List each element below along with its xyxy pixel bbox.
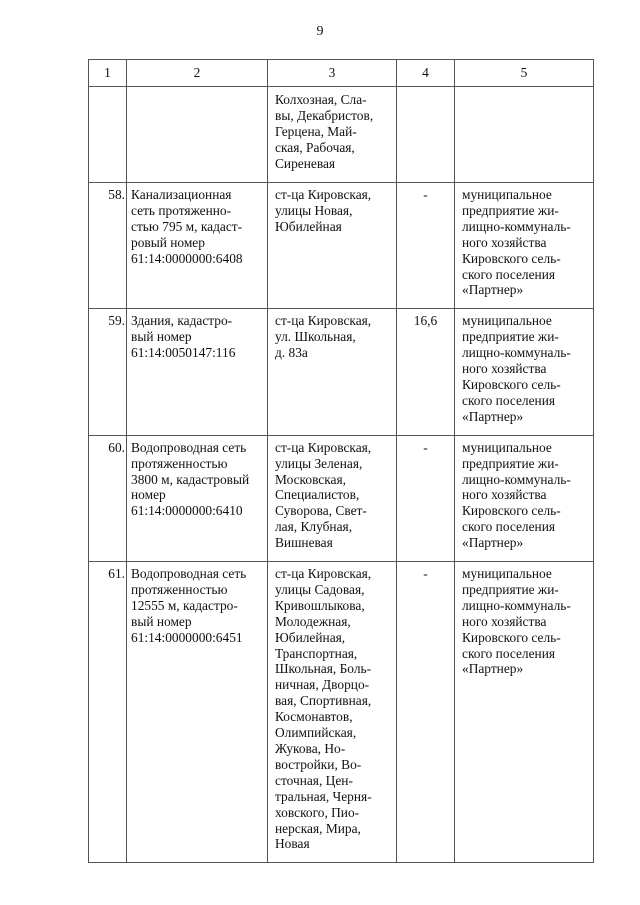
address-cell: ст-ца Кировская, ул. Школьная, д. 83а xyxy=(268,309,397,435)
area-cell xyxy=(397,87,455,183)
table-header-row xyxy=(89,60,594,87)
table-row xyxy=(89,562,594,863)
table-row xyxy=(89,183,594,309)
row-number-cell: 58. xyxy=(89,183,127,309)
address-cell: ст-ца Кировская, улицы Новая, Юбилейная xyxy=(268,183,397,309)
object-name-cell: Канализационная сеть протяженно- стью 795 м, кадаст- ровый номер 61:14:0000000:6408 xyxy=(127,183,268,309)
object-name-cell: Водопроводная сеть протяженностью 3800 м, кадастровый номер 61:14:0000000:6410 xyxy=(127,435,268,561)
address-cell: Колхозная, Сла- вы, Декабристов, Герцена, Май- ская, Рабочая, Сиреневая xyxy=(268,87,397,183)
table-row xyxy=(89,309,594,435)
area-cell: 16,6 xyxy=(397,309,455,435)
property-table xyxy=(88,59,594,863)
area-cell: - xyxy=(397,183,455,309)
row-number-cell: 61. xyxy=(89,562,127,863)
owner-cell xyxy=(455,87,594,183)
owner-cell: муниципальное предприятие жи- лищно-коммуналь- ного хозяйства Кировского сель- ского поселения «Партнер» xyxy=(455,183,594,309)
area-cell: - xyxy=(397,562,455,863)
object-name-cell: Водопроводная сеть протяженностью 12555 м, кадастро- вый номер 61:14:0000000:6451 xyxy=(127,562,268,863)
owner-cell: муниципальное предприятие жи- лищно-коммуналь- ного хозяйства Кировского сель- ского поселения «Партнер» xyxy=(455,562,594,863)
owner-cell: муниципальное предприятие жи- лищно-коммуналь- ного хозяйства Кировского сель- ского поселения «Партнер» xyxy=(455,435,594,561)
row-number-cell: 60. xyxy=(89,435,127,561)
row-number-cell: 59. xyxy=(89,309,127,435)
column-header: 5 xyxy=(455,60,594,87)
address-cell: ст-ца Кировская, улицы Садовая, Кривошлыкова, Молодежная, Юбилейная, Транспортная, Школьная, Боль- ничная, Дворцо- вая, Спортивная, Космонавтов, Олимпийская, Жукова, Но- востройки, Во- сточная, Цен- тральная, Черня- ховского, Пио- нерская, Мира, Новая xyxy=(268,562,397,863)
object-name-cell: Здания, кадастро- вый номер 61:14:0050147:116 xyxy=(127,309,268,435)
table-row xyxy=(89,87,594,183)
table-row xyxy=(89,435,594,561)
area-cell: - xyxy=(397,435,455,561)
row-number-cell xyxy=(89,87,127,183)
column-header: 4 xyxy=(397,60,455,87)
column-header: 2 xyxy=(127,60,268,87)
object-name-cell xyxy=(127,87,268,183)
column-header: 1 xyxy=(89,60,127,87)
column-header: 3 xyxy=(268,60,397,87)
owner-cell: муниципальное предприятие жи- лищно-коммуналь- ного хозяйства Кировского сель- ского поселения «Партнер» xyxy=(455,309,594,435)
page-number: 9 xyxy=(316,24,324,39)
address-cell: ст-ца Кировская, улицы Зеленая, Московская, Специалистов, Суворова, Свет- лая, Клубная, Вишневая xyxy=(268,435,397,561)
